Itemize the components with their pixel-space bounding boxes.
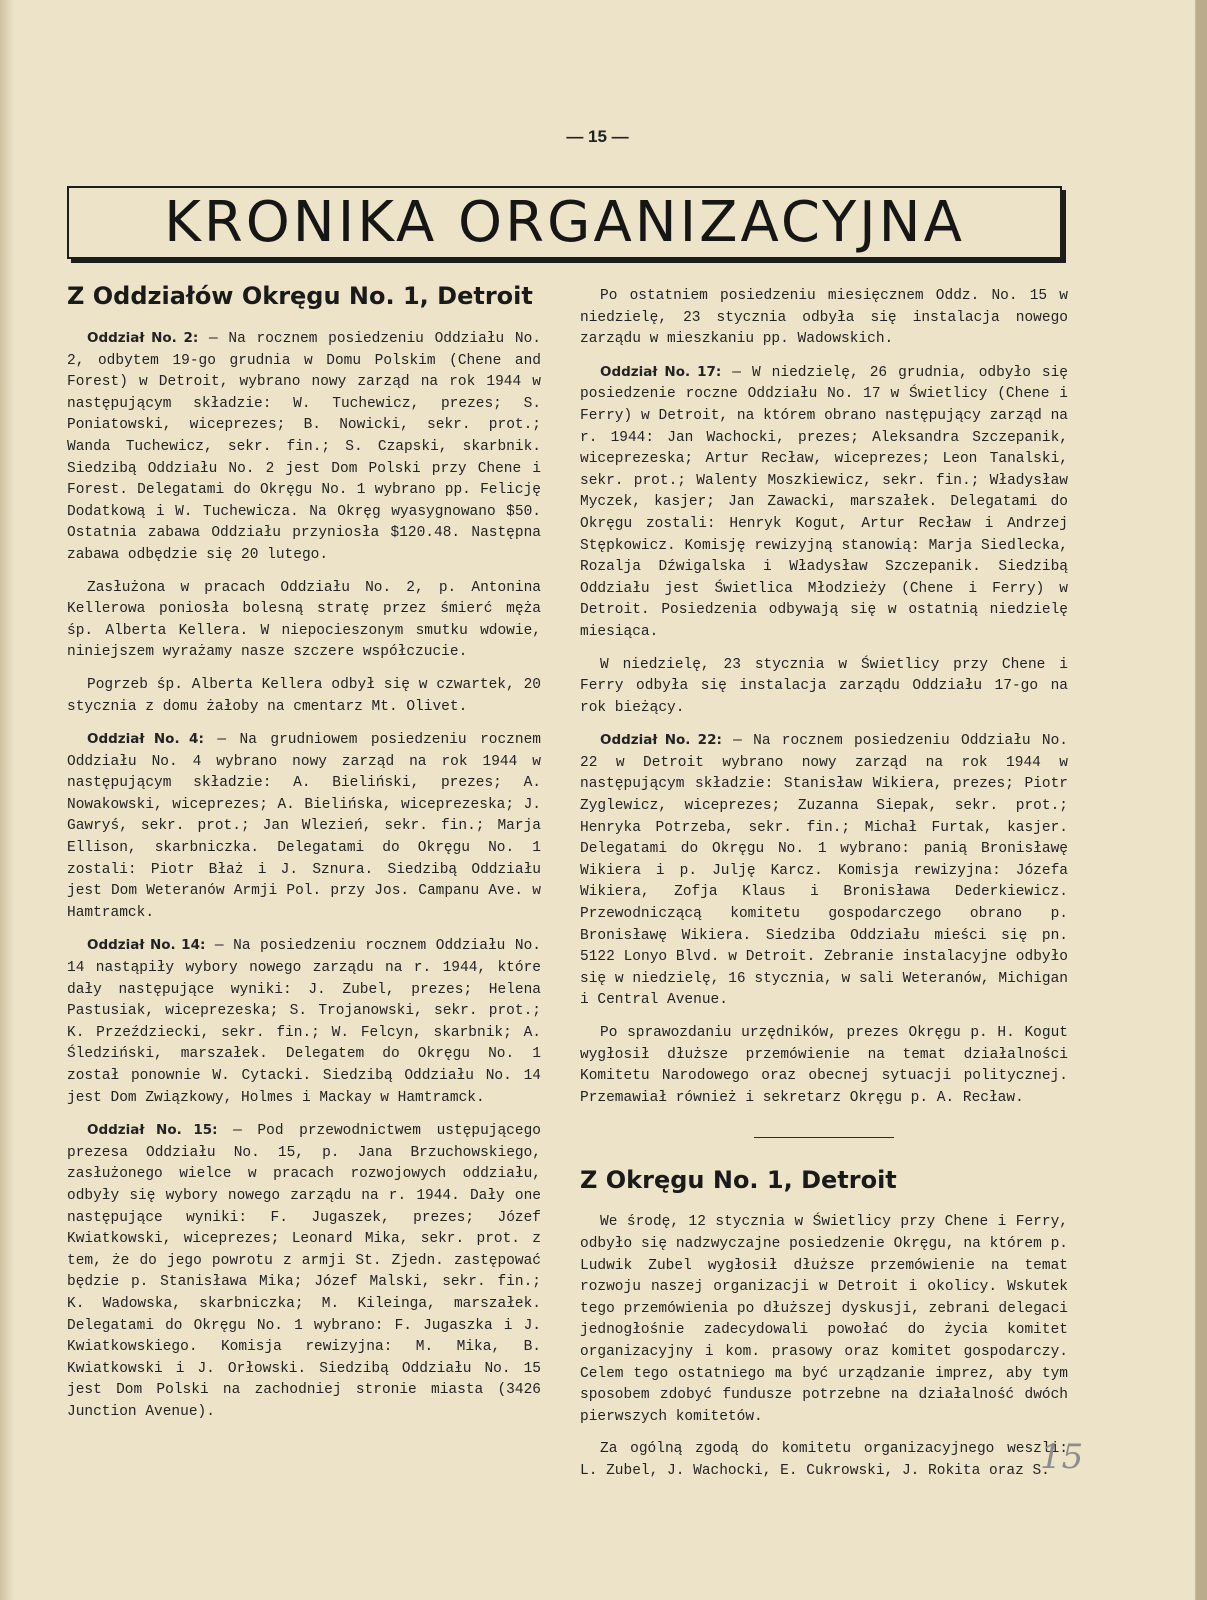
paragraph-lead: Oddział No. 22:	[600, 732, 722, 749]
paragraph	[580, 1212, 1068, 1428]
paragraph	[580, 655, 1068, 720]
right-paragraphs-section2	[580, 1212, 1068, 1482]
paragraph-text: — Na rocznem posiedzeniu Oddziału No. 2, odbytem 19-go grudnia w Domu Polskim (Chene and Forest) w Detroit, wybrano nowy zarząd na rok 1944 w następującym składzie: W. Tuchewicz, prezes; S. Poniatowski, wiceprezes; B. Nowicki, sekr. prot.; Wanda Tuchewicz, sekr. fin.; S. Czapski, skarbnik. Siedzibą Oddziału No. 2 jest Dom Polski przy Chene i Forest. Delegatami do Okręgu No. 1 wybrano pp. Felicję Dodatkową i W. Tuchewicza. Na Okręg wyasygnowano $50. Ostatnia zabawa Oddziału przyniosła $120.48. Następna zabawa odbędzie się 20 lutego.	[67, 331, 541, 563]
paragraph-lead: Oddział No. 2:	[87, 330, 199, 346]
paragraph	[67, 675, 541, 718]
paragraph-text: Po ostatniem posiedzeniu miesięcznem Oddz. No. 15 w niedzielę, 23 stycznia odbyła się instalacja nowego zarządu w mieszkaniu pp. Wadowskich.	[580, 288, 1068, 348]
paragraph	[580, 362, 1068, 644]
paragraph-text: Po sprawozdaniu urzędników, prezes Okręgu p. H. Kogut wygłosił dłuższe przemówienie na temat działalności Komitetu Narodowego oraz obecnej sytuacji politycznej. Przemawiał również i sekretarz Okręgu p. A. Recław.	[580, 1025, 1068, 1106]
paragraph-lead: Oddział No. 4:	[87, 731, 204, 748]
masthead-title: KRONIKA ORGANIZACYJNA	[164, 190, 965, 255]
paragraph	[580, 730, 1068, 1012]
left-column	[67, 282, 541, 1435]
paragraph	[67, 578, 541, 664]
paragraph	[580, 286, 1068, 351]
right-column	[580, 286, 1068, 1494]
paragraph-lead: Oddział No. 14:	[87, 937, 206, 954]
paragraph	[580, 1023, 1068, 1109]
left-paragraphs	[67, 328, 541, 1424]
page-number: — 15 —	[566, 127, 629, 146]
paragraph-text: — Na grudniowem posiedzeniu rocznem Oddziału No. 4 wybrano nowy zarząd na rok 1944 w następującym składzie: A. Bieliński, prezes; A. Nowakowski, wiceprezes; A. Bielińska, wiceprezeska; J. Gawryś, sekr. prot.; Jan Wlezień, sekr. fin.; Marja Ellison, skarbniczka. Delegatami do Okręgu No. 1 zostali: Piotr Błaż i J. Sznura. Siedzibą Oddziału jest Dom Weteranów Armji Pol. przy Jos. Campanu Ave. w Hamtramck.	[67, 732, 541, 921]
paragraph	[67, 935, 541, 1109]
section-title: Z Oddziałów Okręgu No. 1, Detroit	[67, 282, 533, 310]
paragraph-lead: Oddział No. 17:	[600, 363, 722, 380]
paragraph-text: Za ogólną zgodą do komitetu organizacyjnego weszli: L. Zubel, J. Wachocki, E. Cukrowski, J. Rokita oraz S.	[580, 1441, 1068, 1479]
right-paragraphs	[580, 286, 1068, 1109]
paragraph-text: We środę, 12 stycznia w Świetlicy przy Chene i Ferry, odbyło się nadzwyczajne posiedzenie Okręgu, na którem p. Ludwik Zubel wygłosił dłuższe przemówienie na temat rozwoju naszej organizacji w Detroit i okolicy. Wskutek tego przemówienia po dłuższej dyskusji, zebrani delegaci jednogłośnie zadecydowali powołać do życia komitet organizacyjny i kom. prasowy oraz komitet gospodarczy. Celem tego ostatniego ma być urządzanie imprez, aby tym sposobem zdobyć fundusze potrzebne na działalność dwóch pierwszych komitetów.	[580, 1214, 1068, 1425]
section-divider	[754, 1137, 894, 1138]
paragraph	[67, 729, 541, 924]
paragraph	[67, 1120, 541, 1423]
paragraph-text: Zasłużona w pracach Oddziału No. 2, p. Antonina Kellerowa poniosła bolesną stratę przez śmierć męża śp. Alberta Kellera. W niepocieszonym smutku wdowie, niniejszem wyrażamy nasze szczere współczucie.	[67, 579, 541, 661]
paragraph-text: — Pod przewodnictwem ustępującego prezesa Oddziału No. 15, p. Jana Brzuchowskiego, zasłużonego wielce w pracach rozwojowych oddziału, odbyły się wybory nowego zarządu na r. 1944. Dały one następujące wyniki: F. Jugaszek, prezes; Józef Kwiatkowski, wiceprezes; Leonard Mika, sekr. prot. z tem, że do jego powrotu z armji St. Zjedn. zastępować będzie p. Stanisława Mika; Józef Malski, sekr. fin.; K. Wadowska, skarbniczka; M. Kileinga, marszałek. Delegatami do Okręgu No. 1 wybrano: F. Jugaszka i J. Kwiatkowskiego. Komisja rewizyjna: M. Mika, B. Kwiatkowski i J. Orłowski. Siedzibą Oddziału No. 15 jest Dom Polski na zachodniej stronie miasta (3426 Junction Avenue).	[67, 1123, 541, 1420]
section-title-okreg: Z Okręgu No. 1, Detroit	[580, 1166, 897, 1195]
handwritten-page-number: 15	[1040, 1437, 1084, 1477]
paragraph	[580, 1439, 1068, 1482]
paragraph	[67, 328, 541, 567]
paragraph-text: — Na rocznem posiedzeniu Oddziału No. 22 w Detroit wybrano nowy zarząd na rok 1944 w następującym składzie: Stanisław Wikiera, prezes; Piotr Zyglewicz, wiceprezes; Zuzanna Siepak, sekr. prot.; Henryka Potrzeba, sekr. fin.; Michał Furtak, kasjer. Delegatami do Okręgu No. 1 wybrano: panią Bronisławę Wikiera i p. Julję Karcz. Komisja rewizyjna: Józefa Wikiera, Zofja Klaus i Bronisława Dederkiewicz. Przewodniczącą komitetu gospodarczego obrano p. Bronisławę Wikiera. Siedziba Oddziału mieści się pn. 5122 Lonyo Blvd. w Detroit. Zebranie instalacyjne odbyło się w niedzielę, 16 stycznia, w sali Weteranów, Michigan i Central Avenue.	[580, 733, 1068, 1009]
masthead-box	[67, 186, 1062, 259]
paragraph-lead: Oddział No. 15:	[87, 1122, 218, 1139]
paragraph-text: W niedzielę, 23 stycznia w Świetlicy przy Chene i Ferry odbyła się instalacja zarządu Oddziału 17-go na rok bieżący.	[580, 656, 1068, 716]
paragraph-text: — Na posiedzeniu rocznem Oddziału No. 14 nastąpiły wybory nowego zarządu na r. 1944, które dały następujące wyniki: J. Zubel, prezes; Helena Pastusiak, wiceprezeska; S. Trojanowski, sekr. prot.; K. Przeździecki, sekr. fin.; W. Felcyn, skarbnik; A. Śledziński, marszałek. Delegatem do Okręgu No. 1 został ponownie W. Cytacki. Siedzibą Oddziału No. 14 jest Dom Związkowy, Holmes i Mackay w Hamtramck.	[67, 938, 541, 1106]
paragraph-text: — W niedzielę, 26 grudnia, odbyło się posiedzenie roczne Oddziału No. 17 w Świetlicy (Chene i Ferry) w Detroit, na którem obrano następujący zarząd na r. 1944: Jan Wachocki, prezes; Aleksandra Szczepanik, wiceprezeska; Artur Recław, wiceprezes; Leon Tanalski, sekr. prot.; Walenty Moszkiewicz, sekr. fin.; Władysław Myczek, kasjer; Jan Zawacki, marszałek. Delegatami do Okręgu zostali: Henryk Kogut, Artur Recław i Andrzej Stępkowicz. Komisję rewizyjną stanowią: Marja Siedlecka, Rozalja Dźwigalska i Władysław Szczepanik. Siedzibą Oddziału jest Świetlica Młodzieży (Chene i Ferry) w Detroit. Posiedzenia odbywają się w ostatnią niedzielę miesiąca.	[580, 364, 1069, 640]
page-binding-shadow	[0, 0, 14, 1600]
paragraph-text: Pogrzeb śp. Alberta Kellera odbył się w czwartek, 20 stycznia z domu żałoby na cmentarz Mt. Olivet.	[67, 676, 541, 715]
